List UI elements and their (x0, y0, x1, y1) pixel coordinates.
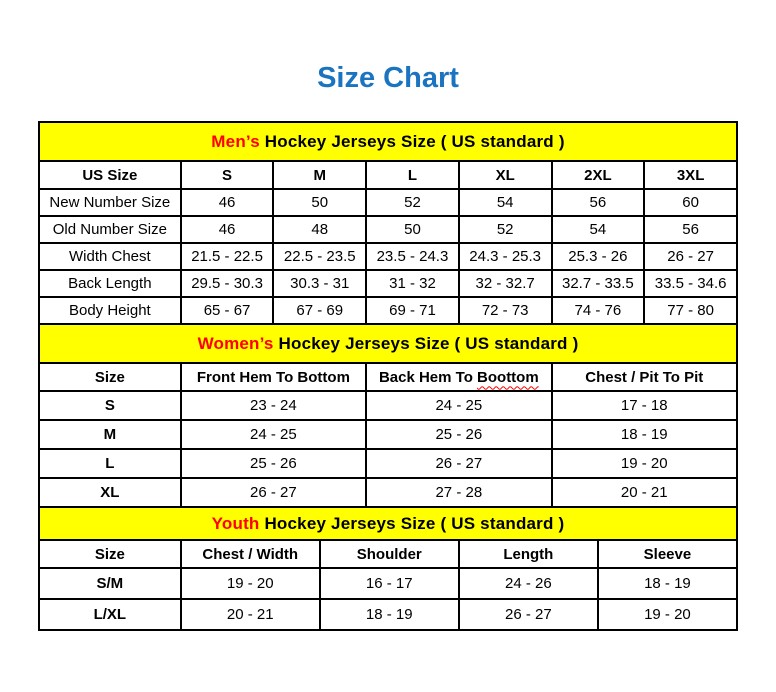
band-rest: Hockey Jerseys Size ( US standard ) (273, 333, 579, 353)
size-value-cell: 24.3 - 25.3 (459, 243, 552, 270)
size-value-cell: 77 - 80 (644, 297, 737, 324)
row-label: S (39, 391, 181, 420)
size-value-cell: 16 - 17 (320, 568, 459, 599)
column-header: Sleeve (598, 540, 737, 568)
size-value-cell: 52 (459, 216, 552, 243)
table-row (39, 243, 737, 270)
column-header: Back Hem To Boottom (366, 363, 551, 391)
size-value-cell: 19 - 20 (181, 568, 320, 599)
row-label: Old Number Size (39, 216, 181, 243)
size-value-cell: 50 (366, 216, 459, 243)
size-value-cell: 26 - 27 (181, 478, 366, 507)
column-header: Length (459, 540, 598, 568)
band-highlight: Youth (211, 513, 260, 533)
column-header: XL (459, 161, 552, 189)
size-value-cell: 56 (552, 189, 645, 216)
youth-header-row (39, 540, 737, 568)
youth-band-row (39, 507, 737, 540)
row-label: L/XL (39, 599, 181, 630)
table-row (39, 420, 737, 449)
size-value-cell: 23 - 24 (181, 391, 366, 420)
size-value-cell: 18 - 19 (598, 568, 737, 599)
size-value-cell: 26 - 27 (366, 449, 551, 478)
size-value-cell: 65 - 67 (181, 297, 274, 324)
band-highlight: Men’s (211, 131, 260, 151)
youth-size-table (38, 506, 738, 631)
column-header: L (366, 161, 459, 189)
size-value-cell: 19 - 20 (552, 449, 737, 478)
row-label: New Number Size (39, 189, 181, 216)
size-value-cell: 23.5 - 24.3 (366, 243, 459, 270)
size-value-cell: 31 - 32 (366, 270, 459, 297)
size-tables (38, 121, 738, 631)
table-row (39, 297, 737, 324)
table-row (39, 568, 737, 599)
size-value-cell: 74 - 76 (552, 297, 645, 324)
womens-size-table (38, 323, 738, 508)
table-row (39, 599, 737, 630)
mens-header-row (39, 161, 737, 189)
size-value-cell: 21.5 - 22.5 (181, 243, 274, 270)
column-header: Shoulder (320, 540, 459, 568)
column-header: 3XL (644, 161, 737, 189)
mens-size-table (38, 121, 738, 325)
size-value-cell: 32 - 32.7 (459, 270, 552, 297)
column-header: Chest / Width (181, 540, 320, 568)
size-value-cell: 54 (459, 189, 552, 216)
womens-header-row (39, 363, 737, 391)
size-value-cell: 60 (644, 189, 737, 216)
size-value-cell: 69 - 71 (366, 297, 459, 324)
size-value-cell: 46 (181, 189, 274, 216)
size-value-cell: 22.5 - 23.5 (273, 243, 366, 270)
row-label: Body Height (39, 297, 181, 324)
row-label: Width Chest (39, 243, 181, 270)
size-value-cell: 18 - 19 (320, 599, 459, 630)
size-value-cell: 24 - 25 (366, 391, 551, 420)
size-value-cell: 46 (181, 216, 274, 243)
size-value-cell: 54 (552, 216, 645, 243)
misspelled-word: Boottom (477, 368, 539, 386)
row-label: M (39, 420, 181, 449)
table-row (39, 449, 737, 478)
size-value-cell: 29.5 - 30.3 (181, 270, 274, 297)
size-value-cell: 48 (273, 216, 366, 243)
size-value-cell: 52 (366, 189, 459, 216)
size-value-cell: 25 - 26 (366, 420, 551, 449)
size-value-cell: 27 - 28 (366, 478, 551, 507)
column-header: S (181, 161, 274, 189)
band-rest: Hockey Jerseys Size ( US standard ) (259, 131, 565, 151)
column-header: Front Hem To Bottom (181, 363, 366, 391)
row-label: XL (39, 478, 181, 507)
size-value-cell: 32.7 - 33.5 (552, 270, 645, 297)
size-value-cell: 26 - 27 (459, 599, 598, 630)
table-row (39, 216, 737, 243)
size-value-cell: 24 - 26 (459, 568, 598, 599)
size-value-cell: 20 - 21 (181, 599, 320, 630)
size-value-cell: 19 - 20 (598, 599, 737, 630)
mens-section-title (39, 122, 737, 161)
column-header: Size (39, 363, 181, 391)
size-value-cell: 18 - 19 (552, 420, 737, 449)
row-label: S/M (39, 568, 181, 599)
womens-section-title (39, 324, 737, 363)
column-header: M (273, 161, 366, 189)
mens-band-row (39, 122, 737, 161)
page-title: Size Chart (317, 62, 459, 94)
womens-band-row (39, 324, 737, 363)
table-row (39, 478, 737, 507)
size-value-cell: 72 - 73 (459, 297, 552, 324)
size-value-cell: 30.3 - 31 (273, 270, 366, 297)
column-header: 2XL (552, 161, 645, 189)
size-value-cell: 50 (273, 189, 366, 216)
table-row (39, 189, 737, 216)
band-highlight: Women’s (197, 333, 274, 353)
size-value-cell: 56 (644, 216, 737, 243)
table-row (39, 270, 737, 297)
column-header: Size (39, 540, 181, 568)
size-value-cell: 26 - 27 (644, 243, 737, 270)
table-row (39, 391, 737, 420)
band-rest: Hockey Jerseys Size ( US standard ) (259, 513, 565, 533)
size-value-cell: 25.3 - 26 (552, 243, 645, 270)
column-header: US Size (39, 161, 181, 189)
row-label: L (39, 449, 181, 478)
size-value-cell: 25 - 26 (181, 449, 366, 478)
size-value-cell: 24 - 25 (181, 420, 366, 449)
size-value-cell: 67 - 69 (273, 297, 366, 324)
column-header: Chest / Pit To Pit (552, 363, 737, 391)
size-value-cell: 20 - 21 (552, 478, 737, 507)
size-value-cell: 33.5 - 34.6 (644, 270, 737, 297)
size-value-cell: 17 - 18 (552, 391, 737, 420)
row-label: Back Length (39, 270, 181, 297)
youth-section-title (39, 507, 737, 540)
